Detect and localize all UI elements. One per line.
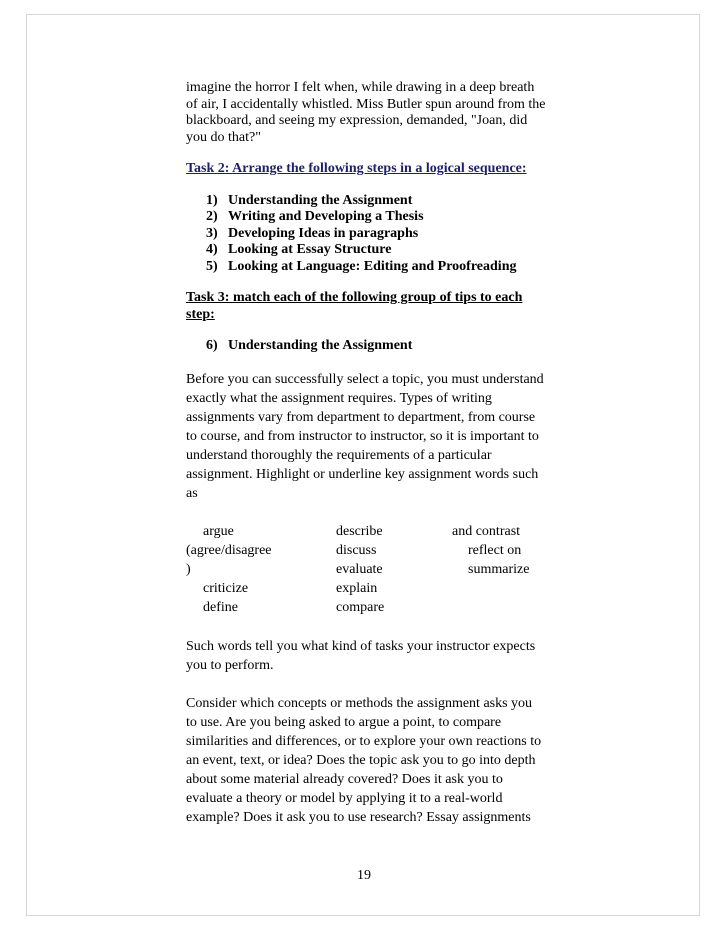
step-item: 1) Understanding the Assignment — [206, 192, 413, 208]
key-word: define — [203, 599, 238, 615]
assignment-paragraph: Before you can successfully select a topic, you must understand exactly what the assignment requires. Types of writing assignments vary from department to department, from course to course, and from instructor to instructor, so it is important to understand thoroughly the requirements of a particular assignment. Highlight or underline key assignment words such as — [186, 371, 544, 501]
subheading-item: 6) Understanding the Assignment — [206, 338, 413, 353]
steps-list — [186, 193, 546, 276]
key-word: criticize — [203, 580, 249, 596]
key-word: and contrast — [452, 523, 521, 539]
key-word: discuss — [336, 542, 377, 558]
step-item: 3) Developing Ideas in paragraphs — [206, 225, 419, 241]
task3-title: Task 3: match each of the following group of tips to each step: — [186, 290, 523, 322]
step-item: 5) Looking at Language: Editing and Proofreading — [206, 258, 517, 274]
key-word: compare — [336, 599, 385, 615]
key-words-grid — [186, 522, 546, 618]
task2-title: Task 2: Arrange the following steps in a logical sequence: — [186, 161, 527, 176]
intro-paragraph: imagine the horror I felt when, while drawing in a deep breath of air, I accidentally whistled. Miss Butler spun around from the blackboard, and seeing my expression, demanded, "Joan, did you do that?" — [186, 80, 546, 145]
key-word: ) — [186, 561, 191, 577]
key-word: argue — [203, 523, 234, 539]
key-word: summarize — [468, 561, 530, 577]
task3-subheading — [186, 338, 546, 355]
key-word: evaluate — [336, 561, 383, 577]
step-item: 4) Looking at Essay Structure — [206, 242, 392, 257]
key-word: explain — [336, 580, 378, 596]
step-item: 2) Writing and Developing a Thesis — [206, 209, 424, 224]
document-content — [186, 80, 546, 827]
key-word: describe — [336, 523, 383, 539]
concepts-paragraph: Consider which concepts or methods the assignment asks you to use. Are you being asked to argue a point, to compare similarities and differences, or to explore your own reactions to an event, text, or idea? Does the topic ask you to go into depth about some material already covered? Does it ask you to evaluate a theory or model by applying it to a real-world example? Does it ask you to use research? Essay assignments — [186, 695, 542, 825]
key-word: (agree/disagree — [186, 542, 272, 558]
key-word: reflect on — [468, 542, 522, 558]
page-number: 19 — [357, 868, 371, 883]
tasks-paragraph: Such words tell you what kind of tasks your instructor expects you to perform. — [186, 638, 536, 673]
